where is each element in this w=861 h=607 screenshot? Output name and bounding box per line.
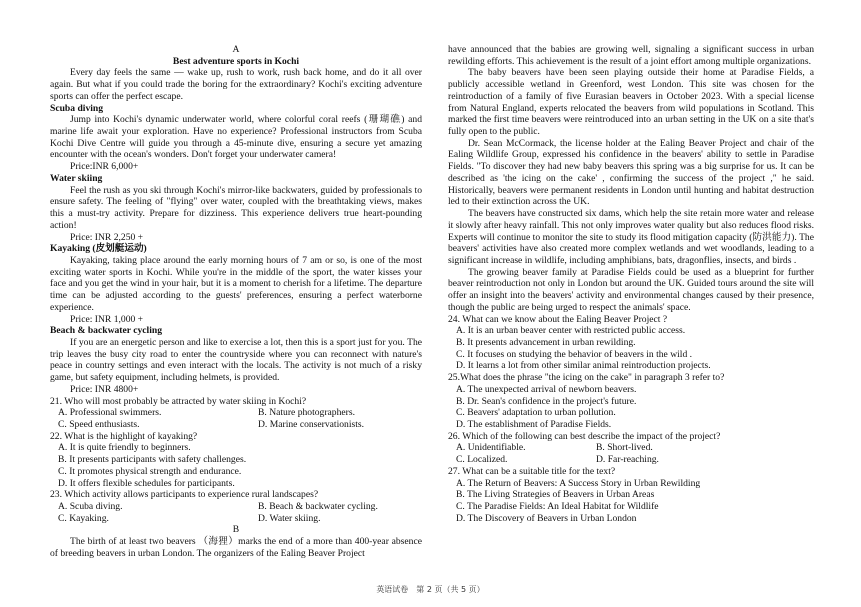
options-row xyxy=(50,407,422,419)
option-26-a[interactable]: A. Unidentifiable. xyxy=(456,442,526,454)
section-body-cycling: If you are an energetic person and like to exercise a lot, then this is a sport just for you. The trip leaves the busy city road to enter the countryside where you can reconnect with nature's peace in country settings and even interact with the locals. The activity is not much of a risky game, but safety equipment, including helmets, is provided. xyxy=(50,336,422,384)
options-row xyxy=(50,513,422,525)
option-22-b[interactable]: B. It presents participants with safety challenges. xyxy=(58,454,247,466)
question-25: 25.What does the phrase "the icing on the cake" in paragraph 3 refer to? xyxy=(448,372,725,384)
option-26-b[interactable]: B. Short-lived. xyxy=(596,442,653,454)
option-22-c[interactable]: C. It promotes physical strength and endurance. xyxy=(58,465,242,477)
passage-b-paragraph-1-end: have announced that the babies are growing well, signaling a significant success in urban rewilding efforts. This achievement is the result of a joint effort among multiple organizations. xyxy=(448,44,814,67)
option-24-c[interactable]: C. It focuses on studying the behavior of beavers in the wild . xyxy=(456,348,693,360)
option-24-d[interactable]: D. It learns a lot from other similar animal reintroduction projects. xyxy=(456,360,711,372)
options-row xyxy=(448,454,814,466)
option-27-d[interactable]: D. The Discovery of Beavers in Urban London xyxy=(456,512,637,524)
right-column xyxy=(448,0,814,524)
option-25-c[interactable]: C. Beavers' adaptation to urban pollution. xyxy=(456,407,616,419)
section-heading-cycling: Beach & backwater cycling xyxy=(50,325,163,337)
question-22: 22. What is the highlight of kayaking? xyxy=(50,430,198,442)
option-27-c[interactable]: C. The Paradise Fields: An Ideal Habitat for Wildlife xyxy=(456,501,659,513)
section-heading-water-skiing: Water skiing xyxy=(50,172,103,184)
passage-a-intro: Every day feels the same — wake up, rush to work, rush back home, and do it all over again. But what if you could trade the boring for the extraordinary? Kochi's exciting adventure sports can offer the perfect escape. xyxy=(50,67,422,102)
passage-b-paragraph-1-start: The birth of at least two beavers （海狸）marks the end of a more than 400-year absence of breeding beavers in urban London. The organizers of the Ealing Beaver Project xyxy=(50,536,422,559)
passage-a-letter: A xyxy=(232,44,240,55)
passage-b-paragraph-2: The baby beavers have been seen playing outside their home at Paradise Fields, a publicly accessible wetland in Greenford, west London. This site was chosen for the reintroduction of a family of five Eurasian beavers in October 2023. With a special license from Natural England, experts relocated the beavers from wild populations in Scotland. This marked the first time beavers were reintroduced into an urban setting in the UK on a site that's fully open to the public. xyxy=(448,67,814,138)
left-column xyxy=(50,0,422,560)
option-27-a[interactable]: A. The Return of Beavers: A Success Story in Urban Rewilding xyxy=(456,477,701,489)
option-23-a[interactable]: A. Scuba diving. xyxy=(58,501,123,513)
page-footer: 英语试卷 第 2 页（共 5 页） xyxy=(376,585,485,594)
passage-a-title: Best adventure sports in Kochi xyxy=(172,55,300,67)
section-body-kayaking: Kayaking, taking place around the early morning hours of 7 am or so, is one of the most exciting water sports in Kochi. While you're in the middle of the sport, the water kisses your face and you get the wind in your hair, but it is a moment to cherish for a lifetime. The departure time can be adjusted according to the guests' preferences, ensuring a perfect waterborne experience. xyxy=(50,254,422,313)
option-23-b[interactable]: B. Beach & backwater cycling. xyxy=(258,501,378,513)
option-22-a[interactable]: A. It is quite friendly to beginners. xyxy=(58,442,191,454)
question-23: 23. Which activity allows participants to experience rural landscapes? xyxy=(50,489,319,501)
question-21: 21. Who will most probably be attracted by water skiing in Kochi? xyxy=(50,395,307,407)
section-price-cycling: Price: INR 4800+ xyxy=(70,383,139,395)
question-24: 24. What can we know about the Ealing Beaver Project ? xyxy=(448,313,668,325)
passage-b-paragraph-3: Dr. Sean McCormack, the license holder at the Ealing Beaver Project and chair of the Ealing Wildlife Group, expressed his confidence in the beavers' ability to settle in Paradise Fields. "To discover they had new baby beavers this spring was a big surprise for us. It can be described as 'the icing on the cake' , confirming the success of the project ," he said. Historically, beavers were permanent residents in London until hunting and habitat destruction led to their extinction across the UK. xyxy=(448,137,814,208)
section-price-water-skiing: Price: INR 2,250 + xyxy=(70,231,144,243)
option-21-b[interactable]: B. Nature photographers. xyxy=(258,407,355,419)
option-25-a[interactable]: A. The unexpected arrival of newborn beavers. xyxy=(456,383,637,395)
option-27-b[interactable]: B. The Living Strategies of Beavers in Urban Areas xyxy=(456,489,655,501)
option-21-c[interactable]: C. Speed enthusiasts. xyxy=(58,419,140,430)
option-25-b[interactable]: B. Dr. Sean's confidence in the project's future. xyxy=(456,395,637,407)
options-row xyxy=(50,501,422,513)
section-price-scuba: Price:INR 6,000+ xyxy=(70,161,139,173)
section-heading-scuba: Scuba diving xyxy=(50,102,104,114)
option-21-a[interactable]: A. Professional swimmers. xyxy=(58,407,162,419)
option-23-d[interactable]: D. Water skiing. xyxy=(258,512,321,524)
section-price-kayaking: Price: INR 1,000 + xyxy=(70,313,144,325)
section-body-water-skiing: Feel the rush as you ski through Kochi's mirror-like backwaters, guided by professionals to ensure safety. The feeling of "flying" over water, coupled with the breathtaking views, makes this a must-try activity. Prepare for dizziness. This experience delivers true heart-pounding action! xyxy=(50,184,422,231)
question-27: 27. What can be a suitable title for the text? xyxy=(448,465,616,477)
section-heading-kayaking: Kayaking (皮划艇运动) xyxy=(50,243,147,255)
option-21-d[interactable]: D. Marine conservationists. xyxy=(258,419,365,430)
option-23-c[interactable]: C. Kayaking. xyxy=(58,512,109,524)
option-22-d[interactable]: D. It offers flexible schedules for participants. xyxy=(58,477,235,489)
passage-b-paragraph-5: The growing beaver family at Paradise Fields could be used as a blueprint for further beaver reintroduction not only in London but around the UK. Guided tours around the site will offer an insight into the beavers' activity and environmental changes caused by their presence, though the public are being urged to respect the animals' space. xyxy=(448,266,814,313)
option-26-c[interactable]: C. Localized. xyxy=(456,454,508,466)
options-row xyxy=(50,419,422,431)
section-body-scuba: Jump into Kochi's dynamic underwater world, where colorful coral reefs (珊瑚礁) and marine life await your exploration. Have no experience? Professional instructors from Scuba Kochi Dive Centre will guide you through a 45-minute dive, ensuring a secure yet amazing encounter with the ocean's wonders. Don't forget your underwater camera! xyxy=(50,114,422,161)
passage-b-paragraph-4: The beavers have constructed six dams, which help the site retain more water and release it slowly after heavy rainfall. This not only improves water quality but also reduces flood risks. Experts will continue to monitor the site to study its flood mitigation capacity (防洪能力). The beavers' activities have also created more complex wetlands and wet woodlands, leading to a significant increase in wildlife, including amphibians, bats, dragonflies, insects, and birds . xyxy=(448,208,814,266)
option-24-b[interactable]: B. It presents advancement in urban rewilding. xyxy=(456,336,636,348)
option-24-a[interactable]: A. It is an urban beaver center with restricted public access. xyxy=(456,325,686,337)
options-row xyxy=(448,442,814,454)
option-25-d[interactable]: D. The establishment of Paradise Fields. xyxy=(456,419,612,430)
option-26-d[interactable]: D. Far-reaching. xyxy=(596,454,659,466)
passage-b-letter: B xyxy=(232,524,240,536)
question-26: 26. Which of the following can best describe the impact of the project? xyxy=(448,430,721,442)
